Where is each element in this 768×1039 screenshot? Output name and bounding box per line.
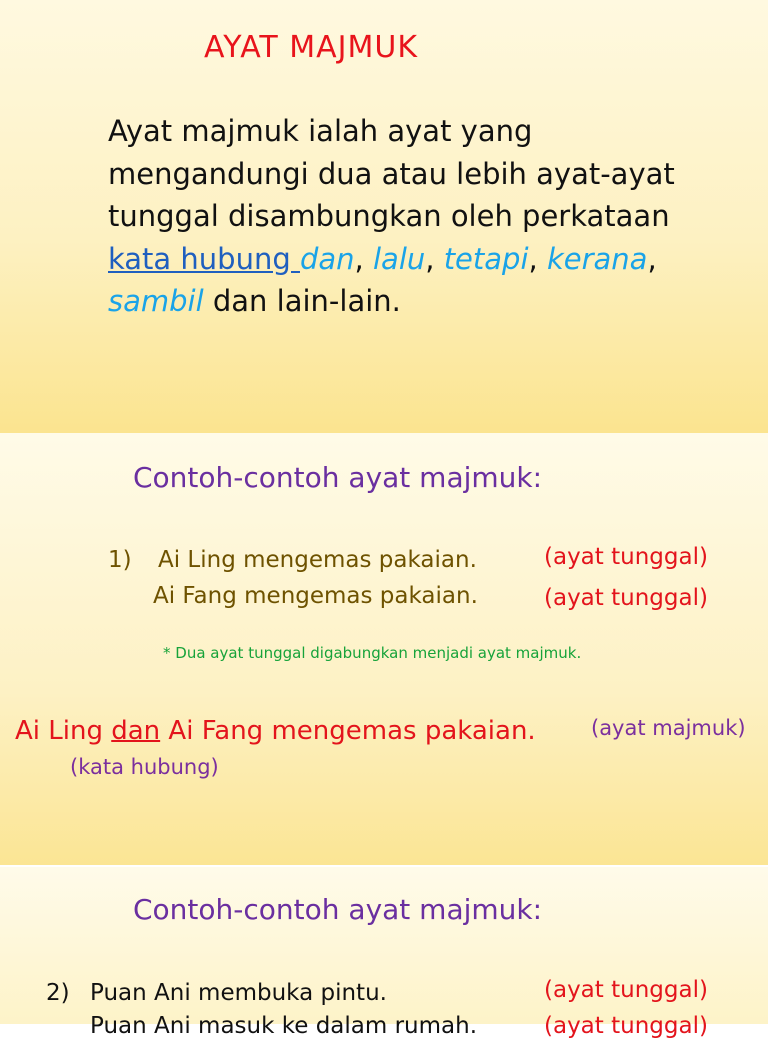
definition-text: Ayat majmuk ialah ayat yang mengandungi dua atau lebih ayat-ayat tunggal disambungkan oleh perkataan [108,114,675,233]
tag-ayat-tunggal-2: (ayat tunggal) [544,585,708,611]
tag-ayat-tunggal-1: (ayat tunggal) [544,977,708,1003]
definition-end: dan lain-lain. [203,284,401,318]
slide-3 [0,867,768,1039]
separator: , [425,241,444,276]
compound-sentence [15,716,536,746]
conjunction-label: (kata hubung) [70,755,219,779]
example-number: 2) [46,980,70,1006]
simple-sentence-1: Ai Ling mengemas pakaian. [158,547,477,573]
conj-sambil: sambil [108,284,204,318]
tag-ayat-tunggal-1: (ayat tunggal) [544,544,708,570]
simple-sentence-2: Ai Fang mengemas pakaian. [153,583,478,609]
separator: , [354,241,373,276]
tag-ayat-majmuk: (ayat majmuk) [591,716,746,740]
slide-1 [0,0,768,433]
definition-paragraph [108,110,728,323]
separator: , [647,241,657,276]
examples-heading: Contoh-contoh ayat majmuk: [133,461,543,494]
conj-dan: dan [299,241,355,276]
compound-part-2: Ai Fang mengemas pakaian. [160,716,536,746]
conj-tetapi: tetapi [443,241,529,276]
kata-hubung-link: kata hubung [108,241,300,276]
compound-conjunction: dan [111,716,161,746]
simple-sentence-2: Puan Ani masuk ke dalam rumah. [90,1013,478,1039]
conj-lalu: lalu [372,241,426,276]
examples-heading: Contoh-contoh ayat majmuk: [133,893,543,926]
slide-2 [0,433,768,865]
note-text: * Dua ayat tunggal digabungkan menjadi ayat majmuk. [163,644,582,662]
compound-part-1: Ai Ling [15,716,112,746]
example-number: 1) [108,547,132,573]
tag-ayat-tunggal-2: (ayat tunggal) [544,1013,708,1039]
slide-title: AYAT MAJMUK [204,30,419,65]
simple-sentence-1: Puan Ani membuka pintu. [90,980,387,1006]
conj-kerana: kerana [546,241,648,276]
separator: , [528,241,547,276]
